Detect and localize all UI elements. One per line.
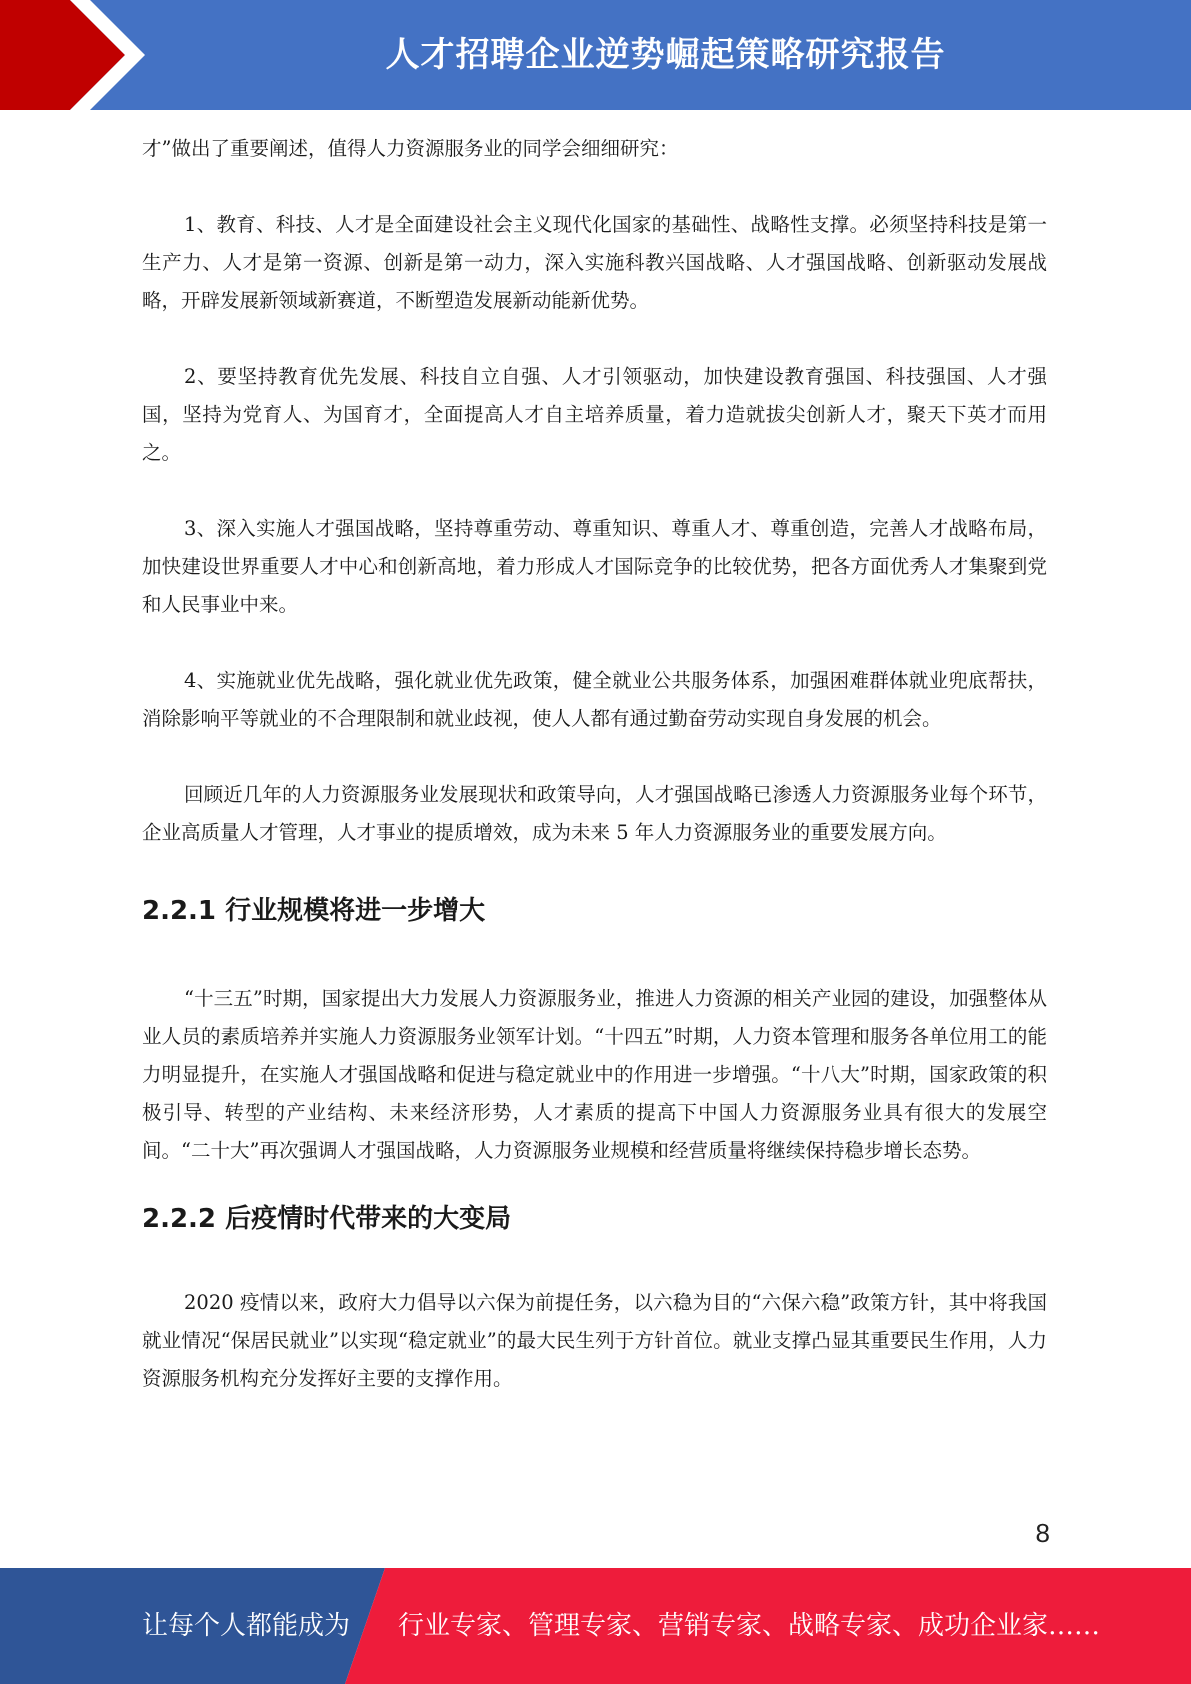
footer-slogan-right: 行业专家、管理专家、营销专家、战略专家、成功企业家…… (398, 1611, 1101, 1641)
point-paragraph-3: 3、深入实施人才强国战略，坚持尊重劳动、尊重知识、尊重人才、尊重创造，完善人才战略布局，加快建设世界重要人才中心和创新高地，着力形成人才国际竞争的比较优势，把各方面优秀人才集聚到党和人民事业中来。 (142, 517, 1047, 616)
section-heading-2-2-2: 2.2.2 后疫情时代带来的大变局 (142, 1204, 512, 1234)
page-header (0, 0, 1191, 110)
section-heading-2-2-1: 2.2.1 行业规模将进一步增大 (142, 896, 486, 926)
footer-slogan-left: 让每个人都能成为 (142, 1611, 351, 1641)
page-footer (0, 1568, 1191, 1684)
report-title: 人才招聘企业逆势崛起策略研究报告 (385, 35, 946, 75)
review-paragraph: 回顾近几年的人力资源服务业发展现状和政策导向，人才强国战略已渗透人力资源服务业每个环节，企业高质量人才管理，人才事业的提质增效，成为未来 5 年人力资源服务业的重要发展方向。 (142, 783, 1047, 844)
section-2-2-1-paragraph: “十三五”时期，国家提出大力发展人力资源服务业，推进人力资源的相关产业园的建设，加强整体从业人员的素质培养并实施人力资源服务业领军计划。“十四五”时期，人力资本管理和服务各单位用工的能力明显提升，在实施人才强国战略和促进与稳定就业中的作用进一步增强。“十八大”时期，国家政策的积极引导、转型的产业结构、未来经济形势，人才素质的提高下中国人力资源服务业具有很大的发展空间。“二十大”再次强调人才强国战略，人力资源服务业规模和经营质量将继续保持稳步增长态势。 (142, 987, 1047, 1162)
point-paragraph-2: 2、要坚持教育优先发展、科技自立自强、人才引领驱动，加快建设教育强国、科技强国、人才强国，坚持为党育人、为国育才，全面提高人才自主培养质量，着力造就拔尖创新人才，聚天下英才而用之。 (142, 365, 1047, 464)
page-number: 8 (1035, 1518, 1050, 1548)
intro-paragraph: 才”做出了重要阐述，值得人力资源服务业的同学会细细研究： (142, 137, 679, 160)
document-body (142, 130, 1047, 1398)
point-paragraph-1: 1、教育、科技、人才是全面建设社会主义现代化国家的基础性、战略性支撑。必须坚持科技是第一生产力、人才是第一资源、创新是第一动力，深入实施科教兴国战略、人才强国战略、创新驱动发展战略，开辟发展新领域新赛道，不断塑造发展新动能新优势。 (142, 213, 1047, 312)
section-2-2-2-paragraph: 2020 疫情以来，政府大力倡导以六保为前提任务，以六稳为目的“六保六稳”政策方针，其中将我国就业情况“保居民就业”以实现“稳定就业”的最大民生列于方针首位。就业支撑凸显其重要民生作用，人力资源服务机构充分发挥好主要的支撑作用。 (142, 1291, 1047, 1390)
point-paragraph-4: 4、实施就业优先战略，强化就业优先政策，健全就业公共服务体系，加强困难群体就业兜底帮扶，消除影响平等就业的不合理限制和就业歧视，使人人都有通过勤奋劳动实现自身发展的机会。 (142, 669, 1047, 730)
